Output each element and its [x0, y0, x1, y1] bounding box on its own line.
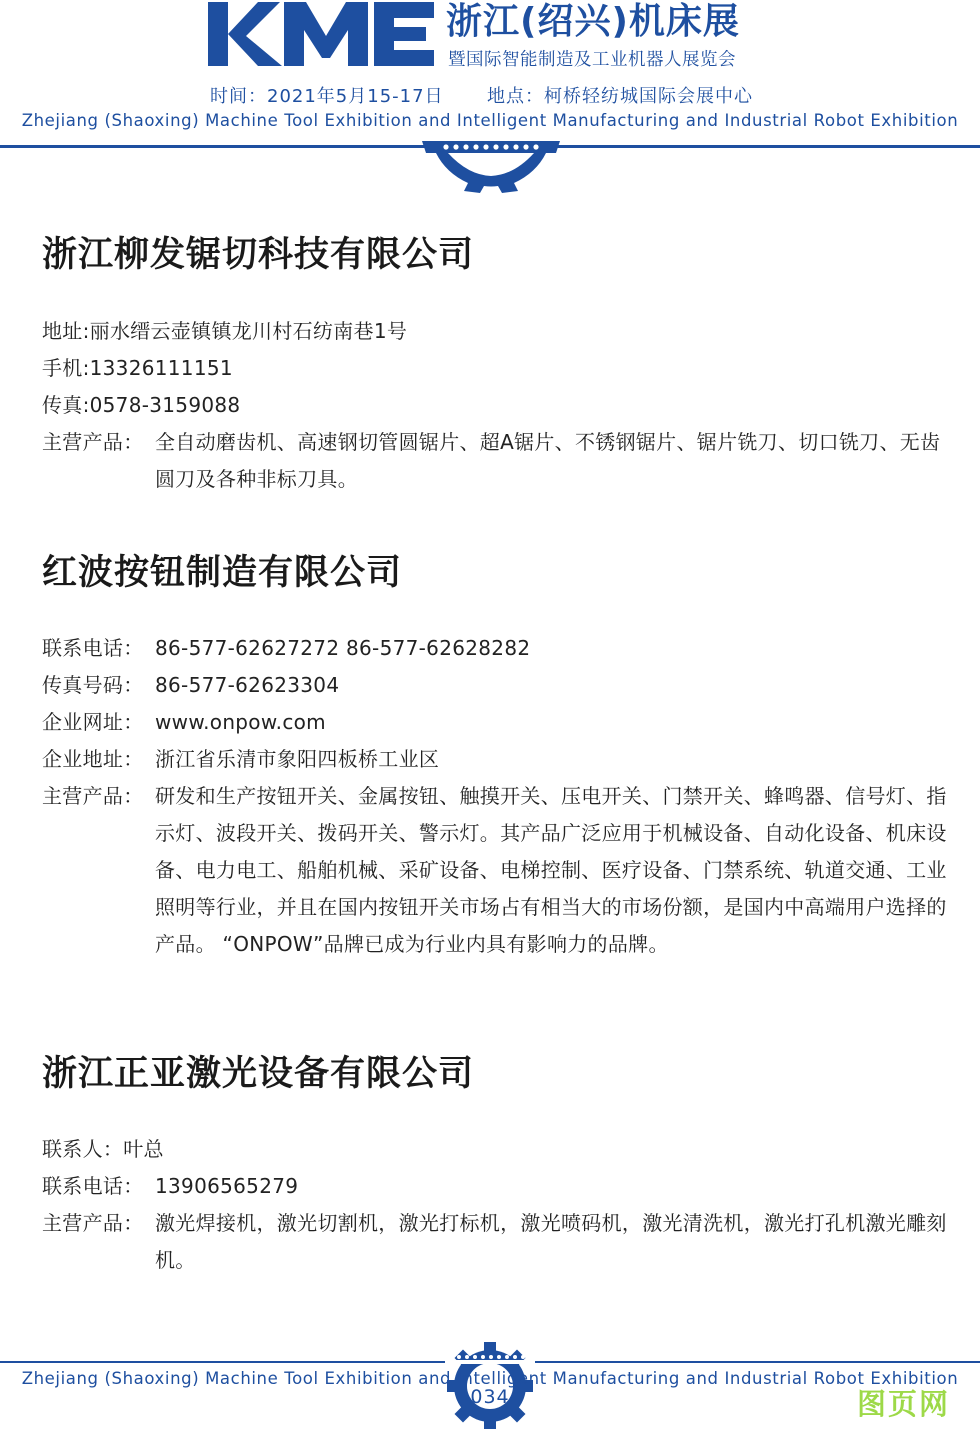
company-section-onpow: [42, 551, 952, 963]
company-name: 浙江柳发锯切科技有限公司: [42, 235, 475, 275]
watermark: 图页网: [857, 1387, 951, 1421]
phone-value: 86-577-62627272 86-577-62628282: [155, 636, 531, 660]
address-label: 企业地址：: [42, 747, 144, 771]
company-phone: [42, 630, 952, 667]
exhibition-title-cn: 浙江(绍兴)机床展: [446, 1, 740, 42]
fax-label: 传真号码：: [42, 673, 144, 697]
exhibition-header: [0, 0, 980, 200]
exhibition-subtitle-cn: 暨国际智能制造及工业机器人展览会: [448, 50, 736, 70]
company-contact: [42, 1131, 952, 1168]
kme-logo: [206, 0, 438, 70]
fax-value: 86-577-62623304: [155, 673, 340, 697]
company-section-liufa: [42, 233, 952, 498]
company-phone: [42, 1168, 952, 1205]
phone-label: 联系电话：: [42, 1174, 144, 1198]
products-value: 激光焊接机，激光切割机，激光打标机，激光喷码机，激光清洗机，激光打孔机激光雕刻机。: [155, 1211, 947, 1272]
exhibition-place: 地点：柯桥轻纺城国际会展中心: [487, 86, 753, 107]
company-fax: [42, 667, 952, 704]
address-value: 浙江省乐清市象阳四板桥工业区: [155, 747, 440, 771]
contact-label: 联系人：: [42, 1137, 124, 1161]
website-label: 企业网址：: [42, 710, 144, 734]
products-label: 主营产品：: [42, 430, 144, 454]
page-number: 034: [470, 1386, 510, 1408]
products-value: 全自动磨齿机、高速钢切管圆锯片、超A锯片、不锈钢锯片、锯片铣刀、切口铣刀、无齿圆刀及各种非标刀具。: [155, 430, 941, 491]
gear-icon: [418, 139, 564, 193]
company-fax: 传真:0578-3159088: [42, 393, 241, 417]
company-name: 浙江正亚激光设备有限公司: [42, 1054, 475, 1094]
contact-value: 叶总: [123, 1137, 164, 1161]
phone-label: 联系电话：: [42, 636, 144, 660]
company-address: 地址:丽水缙云壶镇镇龙川村石纺南巷1号: [42, 319, 408, 343]
phone-value: 13906565279: [155, 1174, 299, 1198]
exhibition-title-en: Zhejiang (Shaoxing) Machine Tool Exhibition and Intelligent Manufacturing and Industrial Robot Exhibition: [21, 111, 959, 130]
company-website: [42, 704, 952, 741]
company-name: 红波按钮制造有限公司: [42, 553, 403, 593]
company-products: [42, 778, 952, 963]
company-products: [42, 1205, 952, 1279]
company-products: [42, 424, 952, 498]
company-mobile: 手机:13326111151: [42, 356, 233, 380]
products-label: 主营产品：: [42, 784, 144, 808]
exhibition-title-en-footer: Zhejiang (Shaoxing) Machine Tool Exhibition and Intelligent Manufacturing and Industrial Robot Exhibition: [21, 1369, 959, 1388]
exhibition-time: 时间：2021年5月15-17日: [210, 86, 444, 107]
company-section-zhengya: [42, 1052, 952, 1279]
website-value: www.onpow.com: [155, 710, 326, 734]
company-address: [42, 741, 952, 778]
products-value: 研发和生产按钮开关、金属按钮、触摸开关、压电开关、门禁开关、蜂鸣器、信号灯、指示灯、波段开关、拨码开关、警示灯。其产品广泛应用于机械设备、自动化设备、机床设备、电力电工、船舶机械、采矿设备、电梯控制、医疗设备、门禁系统、轨道交通、工业照明等行业，并且在国内按钮开关市场占有相当大的市场份额，是国内中高端用户选择的产品。 “ONPOW”品牌已成为行业内具有影响力的品牌。: [155, 784, 947, 956]
products-label: 主营产品：: [42, 1211, 144, 1235]
